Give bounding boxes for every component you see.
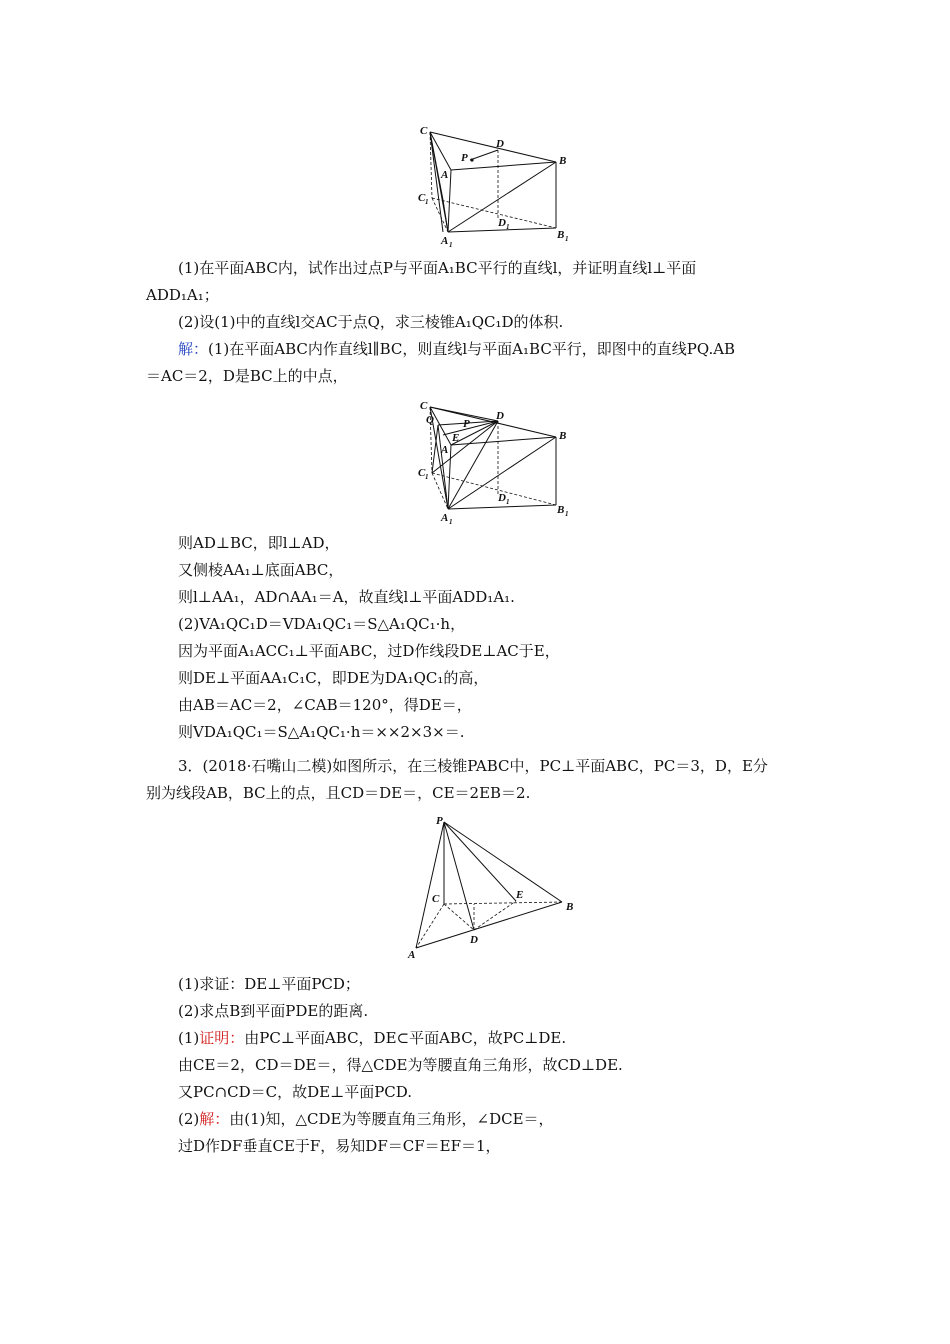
- step-4: 则l⊥AA₁，AD∩AA₁＝A，故直线l⊥平面ADD₁A₁.: [178, 588, 515, 606]
- step-8: 由AB＝AC＝2，∠CAB＝120°，得DE＝，: [178, 696, 472, 714]
- proof-line-1: (1)证明：由PC⊥平面ABC，DE⊂平面ABC，故PC⊥DE.: [178, 1029, 567, 1047]
- label-E: E: [516, 889, 524, 901]
- label-A1: A: [441, 512, 449, 524]
- point-P: [470, 158, 473, 161]
- label-P: P: [463, 418, 470, 430]
- step-7: 则DE⊥平面AA₁C₁C，即DE为DA₁QC₁的高，: [178, 669, 489, 687]
- task-1: (1)求证：DE⊥平面PCD；: [178, 975, 360, 993]
- label-A: A: [408, 949, 416, 961]
- label-B: B: [559, 430, 567, 442]
- solution-line-a: 解：(1)在平面ABC内作直线l∥BC，则直线l与平面A₁BC平行，即图中的直线PQ.AB: [178, 340, 736, 358]
- svg-text:1: 1: [506, 223, 510, 231]
- label-Q: Q: [426, 414, 434, 426]
- prism-figure-2: [410, 397, 590, 527]
- label-C: C: [420, 400, 428, 412]
- label-D1: D: [498, 217, 506, 229]
- svg-text:1: 1: [449, 518, 453, 526]
- label-B: B: [559, 155, 567, 167]
- step-9: 则VDA₁QC₁＝S△A₁QC₁·h＝××2×3×＝.: [178, 723, 465, 741]
- step-5: (2)VA₁QC₁D＝VDA₁QC₁＝S△A₁QC₁·h，: [178, 615, 466, 633]
- label-D1: D: [498, 492, 506, 504]
- question-2: (2)设(1)中的直线l交AC于点Q，求三棱锥A₁QC₁D的体积.: [178, 313, 564, 331]
- solution-line-b: ＝AC＝2，D是BC上的中点，: [146, 367, 348, 385]
- proof-label: 证明：: [199, 1029, 245, 1047]
- prism-figure-1: [410, 120, 590, 250]
- label-C: C: [432, 893, 440, 905]
- label-D: D: [496, 410, 504, 422]
- problem-3-line-a: 3．(2018·石嘴山二模)如图所示，在三棱锥PABC中，PC⊥平面ABC，PC＝3，D，E分: [178, 757, 768, 775]
- label-C1: C: [418, 467, 426, 479]
- label-B: B: [566, 901, 574, 913]
- label-E: E: [452, 432, 460, 444]
- step-2: 则AD⊥BC，即l⊥AD，: [178, 534, 340, 552]
- svg-text:1: 1: [449, 241, 453, 249]
- question-1-line-b: ADD₁A₁；: [146, 286, 219, 304]
- label-A: A: [441, 169, 449, 181]
- label-D: D: [496, 138, 504, 150]
- edge: [430, 132, 556, 162]
- edge: [470, 150, 498, 160]
- label-C1: C: [418, 192, 426, 204]
- svg-text:1: 1: [425, 198, 429, 206]
- proof-line-2: 由CE＝2，CD＝DE＝，得△CDE为等腰直角三角形，故CD⊥DE.: [178, 1056, 623, 1074]
- label-C: C: [420, 125, 428, 137]
- label-A: A: [441, 444, 449, 456]
- label-D: D: [470, 934, 478, 946]
- label-P: P: [461, 152, 468, 164]
- task-2: (2)求点B到平面PDE的距离.: [178, 1002, 369, 1020]
- svg-text:1: 1: [565, 510, 569, 518]
- svg-text:1: 1: [425, 473, 429, 481]
- svg-text:1: 1: [565, 235, 569, 243]
- label-B1: B: [557, 229, 565, 241]
- solution-label: 解：: [178, 340, 209, 358]
- edge: [448, 170, 451, 232]
- solution-2-label: 解：: [199, 1110, 230, 1128]
- tetrahedron-figure: [400, 812, 590, 962]
- solution-2-line-2: 过D作DF垂直CE于F，易知DF＝CF＝EF＝1，: [178, 1137, 501, 1155]
- step-6: 因为平面A₁ACC₁⊥平面ABC，过D作线段DE⊥AC于E，: [178, 642, 560, 660]
- problem-3-line-b: 别为线段AB，BC上的点，且CD＝DE＝，CE＝2EB＝2.: [146, 784, 531, 802]
- label-B1: B: [557, 504, 565, 516]
- svg-text:1: 1: [506, 498, 510, 506]
- proof-line-3: 又PC∩CD＝C，故DE⊥平面PCD.: [178, 1083, 413, 1101]
- question-1-line-a: (1)在平面ABC内，试作出过点P与平面A₁BC平行的直线l，并证明直线l⊥平面: [178, 259, 697, 277]
- solution-2-line-1: (2)解：由(1)知，△CDE为等腰直角三角形，∠DCE＝，: [178, 1110, 554, 1128]
- step-3: 又侧棱AA₁⊥底面ABC，: [178, 561, 344, 579]
- label-A1: A: [441, 235, 449, 247]
- label-P: P: [436, 815, 443, 827]
